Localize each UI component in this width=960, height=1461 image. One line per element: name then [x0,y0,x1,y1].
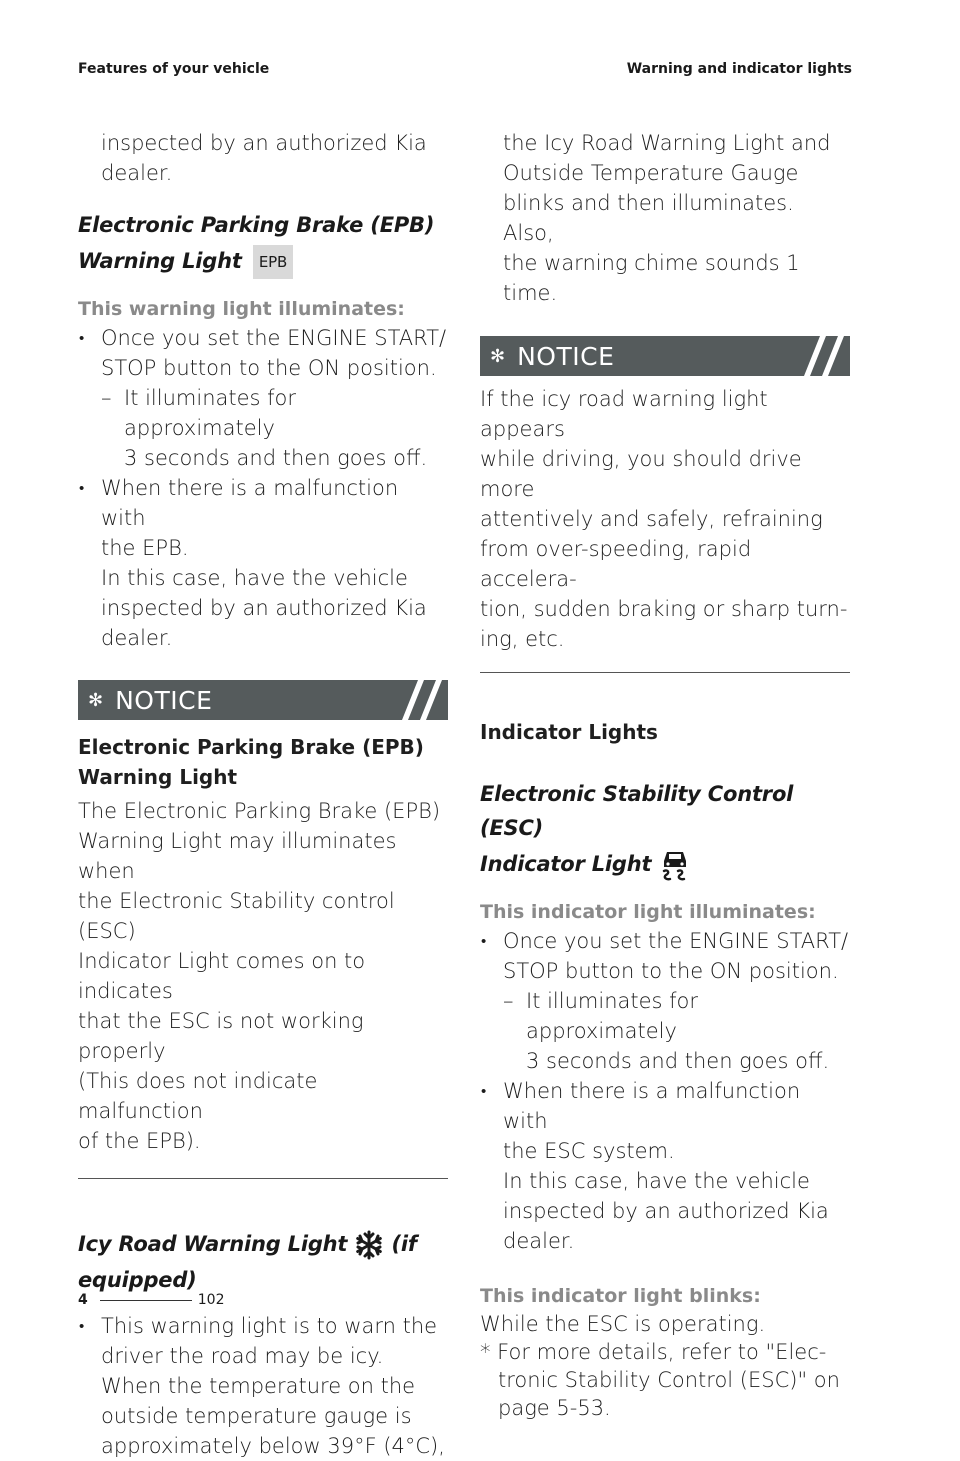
esc-illuminates-heading: This indicator light illuminates: [480,901,816,923]
notice-heading: Warning Light [78,765,238,789]
skidding-car-icon [658,848,692,882]
list-item: – It illuminates for approximately 3 seconds and then goes off. [78,383,448,473]
chapter-number: 4 [78,1292,88,1308]
esc-blinks-text: While the ESC is operating. [480,1312,766,1336]
notice-banner [78,680,448,720]
notice-paragraph: If the icy road warning light appears while driving, you should drive more attentively and safely, refraining from over-speeding, rapid accelera- tion, sudden braking or sharp turn- ing, etc. [480,387,848,651]
epb-section-title: Electronic Parking Brake (EPB) [78,213,435,237]
header-topic-title: Warning and indicator lights [626,61,852,77]
snowflake-icon [354,1230,384,1260]
icy-road-section-title-line2: equipped) [78,1268,197,1292]
list-item: • This warning light is to warn the driver the road may be icy. When the temperature on the outside temperature gauge is approximately below 39°F (4°C), [78,1311,448,1461]
esc-section-title-line2: Indicator Light [480,847,850,882]
left-column [78,128,448,1461]
epb-illuminates-heading: This warning light illuminates: [78,298,405,320]
notice-label: NOTICE [115,685,213,715]
header-section-title: Features of your vehicle [78,61,270,77]
icy-road-section-title: Icy Road Warning Light (if [78,1227,448,1261]
esc-section-title: Electronic Stability Control (ESC) [480,782,794,840]
reference-note: * For more details, refer to "Elec- tronic Stability Control (ESC)" on page 5-53. [480,1340,840,1420]
list-item: • When there is a malfunction with the ESC system. In this case, have the vehicle inspected by an authorized Kia dealer. [480,1076,850,1256]
page-footer [78,1292,224,1308]
slash-decoration-icon [388,680,448,720]
epb-section-title-line2 [78,244,448,279]
page-number: 102 [197,1292,225,1308]
continued-text: dealer. [101,161,173,185]
notice-paragraph: The Electronic Parking Brake (EPB) Warning Light may illuminates when the Electronic Stability control (ESC) Indicator Light comes on to indicates that the ESC is not working properly (This does not indicate malfunction of the EPB). [78,799,441,1153]
list-item: • When there is a malfunction with the EPB. In this case, have the vehicle inspected by an authorized Kia dealer. [78,473,448,653]
notice-heading: Electronic Parking Brake (EPB) [78,735,424,759]
epb-title-text: Warning Light [78,249,242,273]
notice-label: NOTICE [517,341,615,371]
footer-divider [100,1300,192,1301]
continued-text: the Icy Road Warning Light and Outside Temperature Gauge blinks and then illuminates. Also, the warning chime sounds 1 time. [503,131,831,305]
list-item: • Once you set the ENGINE START/ STOP button to the ON position. [78,323,448,383]
esc-blinks-heading: This indicator light blinks: [480,1285,761,1307]
indicator-lights-heading: Indicator Lights [480,720,658,744]
asterisk-icon: ✻ [490,345,506,367]
right-column [480,128,850,1422]
list-item: • Once you set the ENGINE START/ STOP button to the ON position. [480,926,850,986]
list-item: – It illuminates for approximately 3 seconds and then goes off. [480,986,850,1076]
asterisk-icon: ✻ [88,689,104,711]
continued-text: inspected by an authorized Kia [101,131,427,155]
epb-icon: EPB [253,245,293,279]
notice-banner [480,336,850,376]
slash-decoration-icon [790,336,850,376]
